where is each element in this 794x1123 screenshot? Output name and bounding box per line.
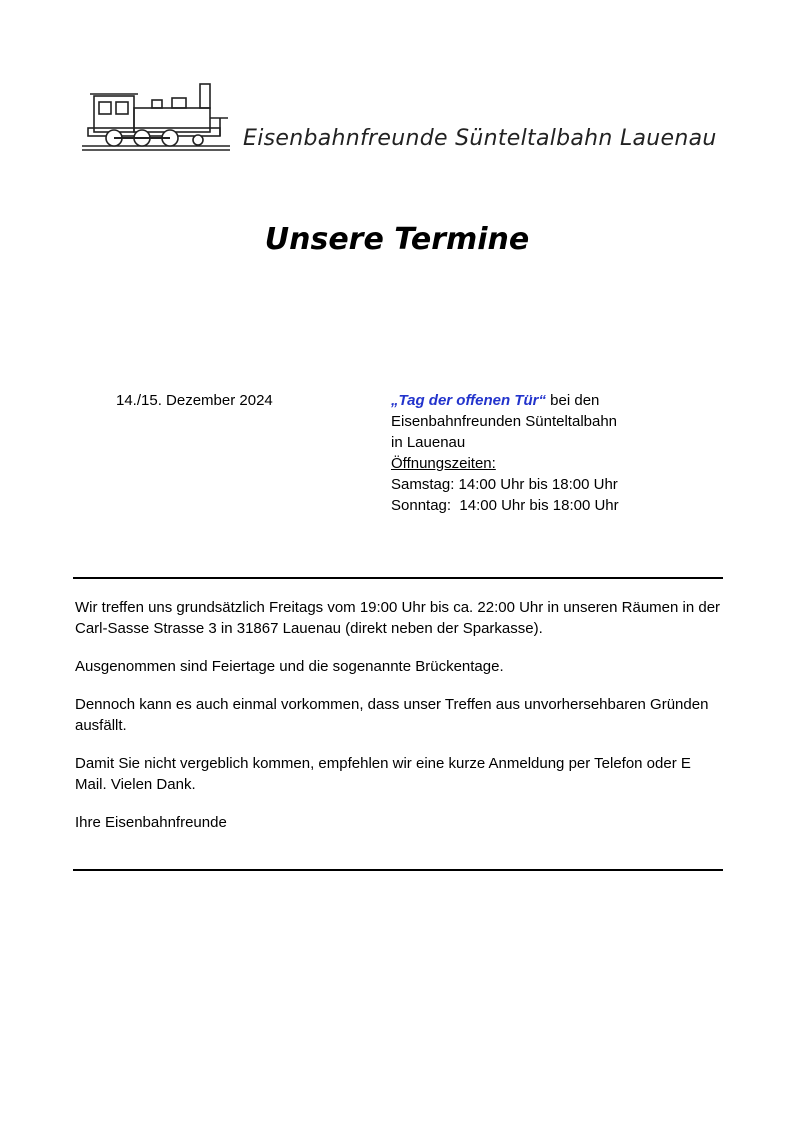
signature: Ihre Eisenbahnfreunde xyxy=(75,814,227,831)
event-line-3: in Lauenau xyxy=(391,434,466,451)
organization-name: Eisenbahnfreunde Sünteltalbahn Lauenau xyxy=(243,126,717,151)
event-description xyxy=(391,390,721,516)
header xyxy=(80,78,720,158)
divider-bottom xyxy=(73,869,723,871)
event-line-2: Eisenbahnfreunden Sünteltalbahn xyxy=(391,413,618,430)
event-title-line xyxy=(391,390,721,411)
sunday-hours: Sonntag: 14:00 Uhr bis 18:00 Uhr xyxy=(391,497,619,514)
opening-hours-heading: Öffnungszeiten: xyxy=(391,455,496,472)
event-name-suffix: bei den xyxy=(546,392,600,409)
event-name: „Tag der offenen Tür“ xyxy=(391,392,547,409)
event-date: 14./15. Dezember 2024 xyxy=(116,392,273,409)
steam-locomotive-icon xyxy=(80,78,232,154)
paragraph-registration: Damit Sie nicht vergeblich kommen, empfehlen wir eine kurze Anmeldung per Telefon oder E Mail. Vielen Dank. xyxy=(75,755,691,793)
paragraph-meeting-times: Wir treffen uns grundsätzlich Freitags vom 19:00 Uhr bis ca. 22:00 Uhr in unseren Räumen in der Carl-Sasse Strasse 3 in 31867 Lauenau (direkt neben der Sparkasse). xyxy=(75,599,721,637)
paragraph-cancellation: Dennoch kann es auch einmal vorkommen, dass unser Treffen aus unvorhersehbaren Gründen ausfällt. xyxy=(75,696,709,734)
page-title: Unsere Termine xyxy=(264,222,530,257)
paragraph-exceptions: Ausgenommen sind Feiertage und die sogenannte Brückentage. xyxy=(75,658,504,675)
info-text xyxy=(75,597,725,833)
divider-top xyxy=(73,577,723,579)
saturday-hours: Samstag: 14:00 Uhr bis 18:00 Uhr xyxy=(391,476,618,493)
